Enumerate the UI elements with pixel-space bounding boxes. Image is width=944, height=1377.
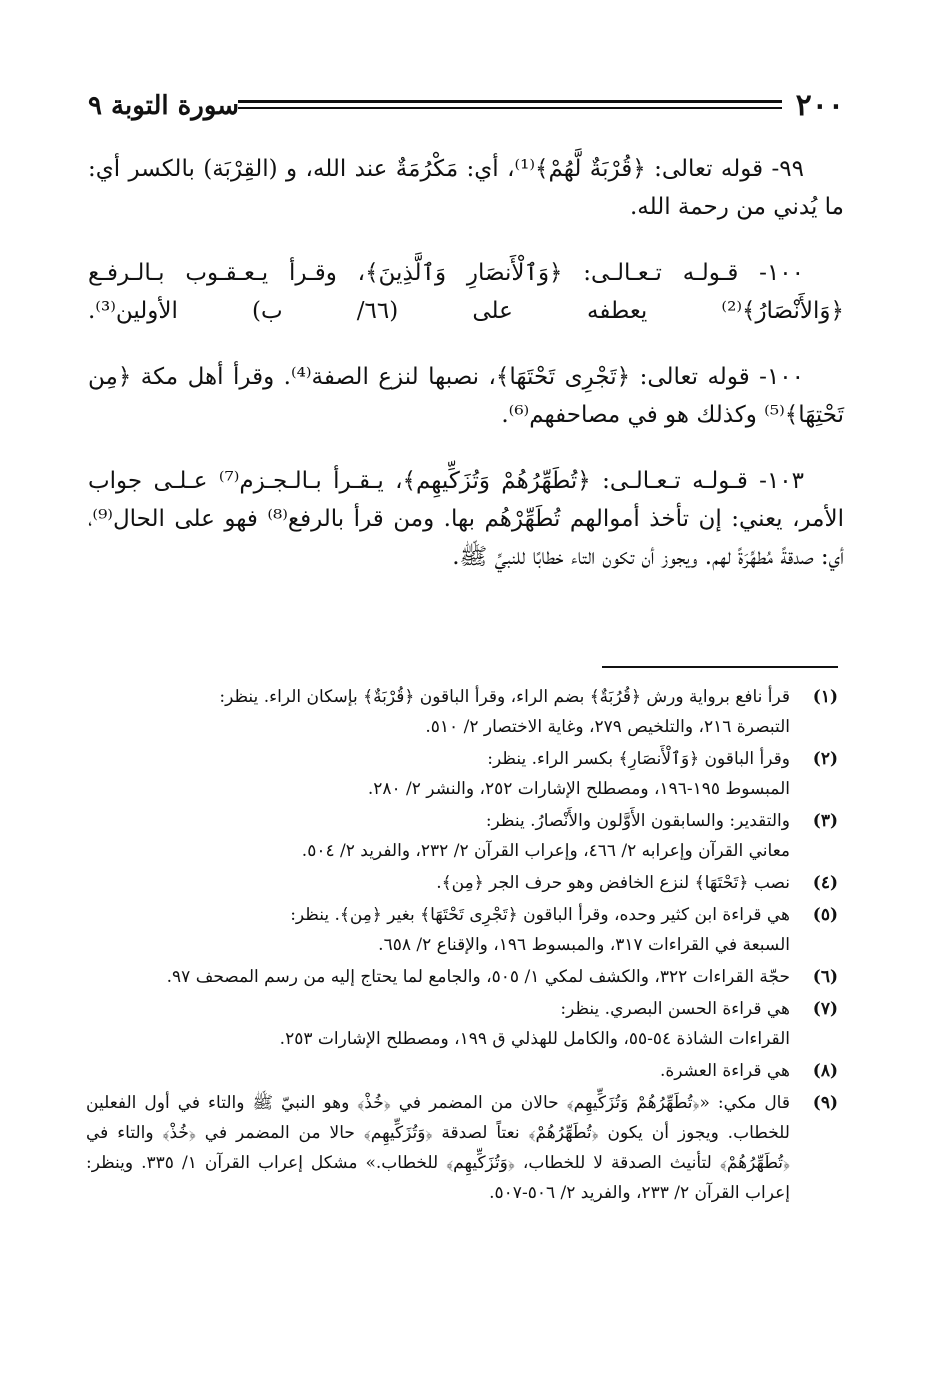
footnote-line: معاني القرآن وإعرابه ٢/ ٤٦٦، وإعراب القرآن ٢/ ٢٣٢، والفريد ٢/ ٥٠٤. xyxy=(301,841,790,861)
footnote-7 xyxy=(86,994,838,1054)
footnote-number: (٣) xyxy=(812,811,838,831)
footnote-line: نصب ﴿تَحْتَهَا﴾ لنزع الخافض وهو حرف الجر ﴿مِن﴾. xyxy=(436,873,790,893)
footnote-separator xyxy=(602,666,838,668)
footnote-number: (٨) xyxy=(812,1061,838,1081)
running-header xyxy=(88,86,844,126)
surah-title: سورة التوبة ٩ xyxy=(88,91,240,121)
paragraph-verse-99: ٩٩- قوله تعالى: ﴿قُرْبَةٌ لَّهُمْ﴾⁽¹⁾، أي: مَكْرُمَةٌ عند الله، و (القِرْبَة) بالكسر أي: ما يُدني من رحمة الله. xyxy=(88,156,844,220)
footnote-number: (١) xyxy=(812,687,838,707)
header-rule xyxy=(238,100,782,106)
footnote-line: حجّة القراءات ٣٢٢، والكشف لمكي ١/ ٥٠٥، والجامع لما يحتاج إليه من رسم المصحف ٩٧. xyxy=(166,967,790,987)
header-rule-double xyxy=(238,107,782,112)
footnote-5 xyxy=(86,900,838,960)
footnote-9 xyxy=(86,1088,838,1208)
footnote-line: السبعة في القراءات ٣١٧، والمبسوط ١٩٦، والإقناع ٢/ ٦٥٨. xyxy=(378,935,790,955)
footnote-number: (٩) xyxy=(812,1093,838,1113)
footnote-1 xyxy=(86,682,838,742)
paragraph-verse-100-a: ١٠٠- قـولـه تـعـالـى: ﴿وَٱلْأَنصَارِ وَٱلَّذِينَ﴾، وقـرأ يـعـقـوب بـالـرفـع ﴿وَالأَنْصَارُ﴾⁽²⁾ يعطفه على (٦٦/ ب) الأولين⁽³⁾. xyxy=(88,260,844,324)
footnote-line: قرأ نافع برواية ورش ﴿قُرُبَةٌ﴾ بضم الراء، وقرأ الباقون ﴿قُرْبَةٌ﴾ بإسكان الراء. ينظر: xyxy=(219,687,790,707)
paragraph-verse-103: ١٠٣- قـولـه تـعـالـى: ﴿تُطَهِّرُهُمْ وَتُزَكِّيهِم﴾، يـقـرأ بـالـجـزم⁽⁷⁾ عـلـى جواب الأمر، يعني: إن تأخذ أموالهم تُطَهِّرْهُم بها. ومن قرأ بالرفع⁽⁸⁾ فهو على الحال⁽⁹⁾، أي: صدقةً مُطهِّرَةً لهم. ويجوز أن تكون التاء خطابًا للنبيِّ ﷺ. xyxy=(88,468,845,570)
paragraph-verse-100-b: ١٠٠- قوله تعالى: ﴿تَجْرِى تَحْتَهَا﴾، نصبها لنزع الصفة⁽⁴⁾. وقرأ أهل مكة ﴿مِن تَحْتِهَا﴾⁽⁵⁾ وكذلك هو في مصاحفهم⁽⁶⁾. xyxy=(88,364,844,428)
footnote-4 xyxy=(86,868,838,898)
footnote-line: وقرأ الباقون ﴿وَٱلْأَنصَارِ﴾ بكسر الراء. ينظر: xyxy=(487,749,790,769)
footnote-line: التبصرة ٢١٦، والتلخيص ٢٧٩، وغاية الاختصار ٢/ ٥١٠. xyxy=(425,717,790,737)
footnote-3 xyxy=(86,806,838,866)
footnote-line: هي قراءة ابن كثير وحده، وقرأ الباقون ﴿تَجْرِى تَحْتَهَا﴾ بغير ﴿مِن﴾. ينظر: xyxy=(290,905,790,925)
footnote-number: (٥) xyxy=(812,905,838,925)
page-number: ٢٠٠ xyxy=(795,88,844,123)
footnote-line: هي قراءة العشرة. xyxy=(659,1061,790,1081)
footnote-number: (٢) xyxy=(812,749,838,769)
footnote-number: (٤) xyxy=(812,873,838,893)
footnote-line: المبسوط ١٩٥-١٩٦، ومصطلح الإشارات ٢٥٢، والنشر ٢/ ٢٨٠. xyxy=(367,779,790,799)
footnotes xyxy=(86,682,838,1210)
main-text xyxy=(88,150,844,604)
footnote-6 xyxy=(86,962,838,992)
footnote-line: والتقدير: والسابقون الأَوَّلون والأَنْصارُ. ينظر: xyxy=(485,811,790,831)
footnote-line: هي قراءة الحسن البصري. ينظر: xyxy=(560,999,790,1019)
footnote-2 xyxy=(86,744,838,804)
footnote-number: (٦) xyxy=(812,967,838,987)
footnote-8 xyxy=(86,1056,838,1086)
footnote-number: (٧) xyxy=(812,999,838,1019)
footnote-line: قال مكي: «﴿تُطَهِّرُهُمْ وَتُزَكِّيهِم﴾ حالان من المضمر في ﴿خُذْ﴾ وهو النبيّ ﷺ والتاء في أول الفعلين للخطاب. ويجوز أن يكون ﴿تُطَهِّرُهُمْ﴾ نعتاً لصدقة ﴿وَتُزَكِّيهِم﴾ حالا من المضمر في ﴿خُذْ﴾ والتاء في ﴿تُطَهِّرُهُمْ﴾ لتأنيث الصدقة لا للخطاب، ﴿وَتُزَكِّيهِم﴾ للخطاب.» مشكل إعراب القرآن ١/ ٣٣٥. وينظر: إعراب القرآن ٢/ ٢٣٣، والفريد ٢/ ٥٠٦-٥٠٧. xyxy=(86,1093,791,1203)
footnote-line: القراءات الشاذة ٥٤-٥٥، والكامل للهذلي ق ١٩٩، ومصطلح الإشارات ٢٥٣. xyxy=(279,1029,790,1049)
